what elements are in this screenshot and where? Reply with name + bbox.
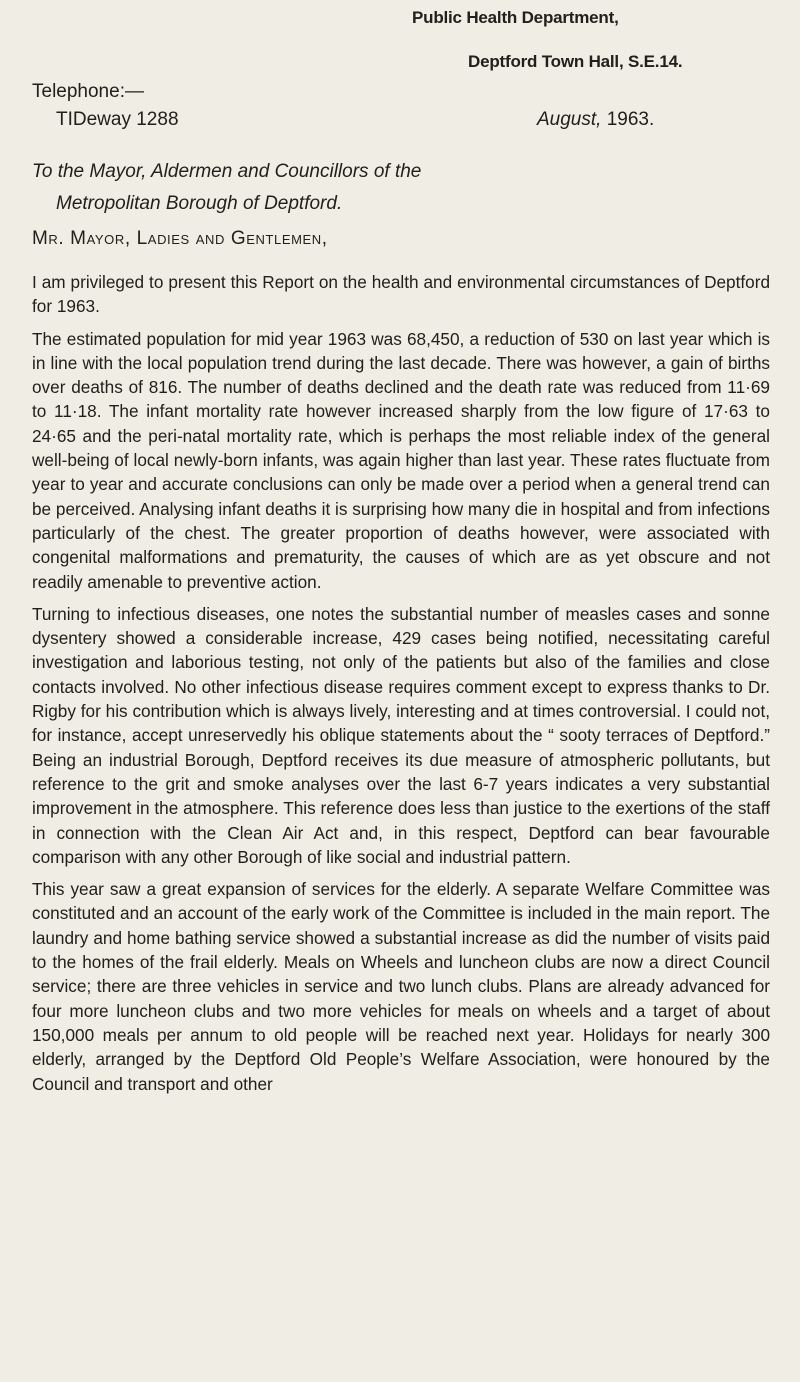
salutation: Mr. Mayor, Ladies and Gentlemen, xyxy=(32,228,328,249)
date-month: August, xyxy=(537,109,602,130)
department-heading: Public Health Department, xyxy=(412,8,619,27)
telephone-label: Telephone:— xyxy=(32,81,144,102)
addressee-line-2: Metropolitan Borough of Deptford. xyxy=(56,193,343,214)
department-address: Deptford Town Hall, S.E.14. xyxy=(468,52,683,71)
paragraph-1: I am privileged to present this Report on the health and environmental circumstances of Deptford for 1963. xyxy=(32,272,770,317)
addressee-line-1: To the Mayor, Aldermen and Councillors of the xyxy=(32,161,422,182)
paragraph-4: This year saw a great expansion of services for the elderly. A separate Welfare Committee was constituted and an account of the early work of the Committee is included in the main report. The laundry and home bathing service showed a substantial increase as did the number of visits paid to the homes of the frail elderly. Meals on Wheels and luncheon clubs are now a direct Council service; there are three vehicles in service and two lunch clubs. Plans are already advanced for four more luncheon clubs and two more vehicles for meals on wheels and a target of about 150,000 meals per annum to old people will be reached next year. Holidays for nearly 300 elderly, arranged by the Deptford Old People’s Welfare Association, were honoured by the Council and transport and other xyxy=(32,879,770,1094)
paragraph-2: The estimated population for mid year 1963 was 68,450, a reduction of 530 on last year which is in line with the local population trend during the last decade. There was however, a gain of births over deaths of 816. The number of deaths declined and the death rate was reduced from 11·69 to 11·18. The infant mortality rate however increased sharply from the low figure of 17·63 to 24·65 and the peri-natal mortality rate, which is perhaps the most reliable index of the general well-being of local newly-born infants, was again higher than last year. These rates fluctuate from year to year and accurate conclusions can only be made over a period when a general trend can be perceived. Analysing infant deaths it is surprising how many die in hospital and from infections particularly of the chest. The greater proportion of deaths however, were associated with congenital malformations and prematurity, the causes of which are as yet obscure and not readily amenable to preventive action. xyxy=(32,328,770,592)
letter-body xyxy=(32,270,770,1104)
telephone-number: TIDeway 1288 xyxy=(56,109,179,130)
report-date xyxy=(537,109,654,131)
date-year: 1963. xyxy=(606,109,655,130)
paragraph-3: Turning to infectious diseases, one notes the substantial number of measles cases and sonne dysentery showed a considerable increase, 429 cases being notified, necessitating careful investigation and laborious testing, not only of the patients but also of the families and close contacts involved. No other infectious disease requires comment except to express thanks to Dr. Rigby for his contribution which is always lively, interesting and at times controversial. I could not, for instance, accept unreservedly his oblique statements about the “ sooty terraces of Deptford.” Being an industrial Borough, Deptford receives its due measure of atmospheric pollutants, but reference to the grit and smoke analyses over the last 6-7 years indicates a very substantial improvement in the atmosphere. This reference does less than justice to the exertions of the staff in connection with the Clean Air Act and, in this respect, Deptford can bear favourable comparison with any other Borough of like social and industrial pattern. xyxy=(32,603,770,867)
